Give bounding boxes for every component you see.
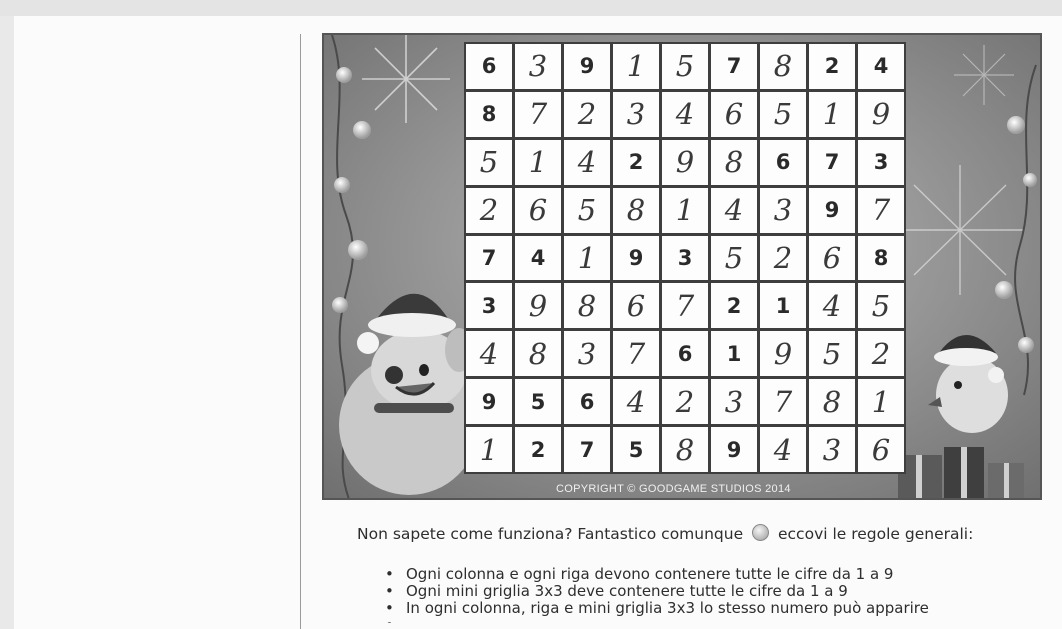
sudoku-cell: 2 bbox=[858, 331, 904, 376]
sudoku-cell: 6 bbox=[809, 236, 855, 281]
sudoku-cell: 6 bbox=[760, 140, 806, 185]
sudoku-cell: 8 bbox=[613, 188, 659, 233]
sudoku-cell: 2 bbox=[613, 140, 659, 185]
sudoku-cell: 9 bbox=[515, 283, 561, 328]
sudoku-cell: 3 bbox=[466, 283, 512, 328]
scan-top-edge bbox=[0, 0, 1062, 16]
sudoku-cell: 2 bbox=[809, 44, 855, 89]
sudoku-cell: 2 bbox=[760, 236, 806, 281]
sudoku-cell: 4 bbox=[858, 44, 904, 89]
sudoku-grid bbox=[466, 44, 904, 472]
sudoku-cell: 6 bbox=[466, 44, 512, 89]
sudoku-cell: 8 bbox=[662, 427, 708, 472]
sudoku-cell: 8 bbox=[809, 379, 855, 424]
sudoku-cell: 4 bbox=[564, 140, 610, 185]
sudoku-cell: 3 bbox=[662, 236, 708, 281]
copyright-notice: COPYRIGHT © GOODGAME STUDIOS 2014 bbox=[556, 483, 791, 495]
sudoku-cell: 4 bbox=[760, 427, 806, 472]
sudoku-cell: 9 bbox=[564, 44, 610, 89]
sudoku-cell: 6 bbox=[564, 379, 610, 424]
intro-text-after: eccovi le regole generali: bbox=[778, 525, 974, 543]
sudoku-cell: 7 bbox=[711, 44, 757, 89]
sudoku-cell: 5 bbox=[858, 283, 904, 328]
intro-text-before: Non sapete come funziona? Fantastico comunque bbox=[357, 525, 744, 543]
scan-left-edge bbox=[0, 16, 14, 629]
sudoku-cell: 3 bbox=[809, 427, 855, 472]
sudoku-cell: 7 bbox=[564, 427, 610, 472]
rule-item: • In ogni colonna, riga e mini griglia 3x3 lo stesso numero può apparire bbox=[385, 600, 929, 617]
sudoku-cell: 2 bbox=[515, 427, 561, 472]
sudoku-cell: 1 bbox=[809, 92, 855, 137]
sudoku-cell: 5 bbox=[515, 379, 561, 424]
sudoku-cell: 2 bbox=[466, 188, 512, 233]
sudoku-cell: 3 bbox=[613, 92, 659, 137]
rule-item: • Ogni mini griglia 3x3 deve contenere tutte le cifre da 1 a 9 bbox=[385, 583, 929, 600]
sudoku-cell: 4 bbox=[466, 331, 512, 376]
sudoku-cell: 1 bbox=[466, 427, 512, 472]
sudoku-cell: 6 bbox=[858, 427, 904, 472]
sudoku-cell: 2 bbox=[711, 283, 757, 328]
sudoku-cell: 9 bbox=[466, 379, 512, 424]
smiley-icon bbox=[752, 524, 769, 541]
sudoku-cell: 2 bbox=[662, 379, 708, 424]
sudoku-cell: 7 bbox=[809, 140, 855, 185]
sudoku-cell: 1 bbox=[760, 283, 806, 328]
sudoku-cell: 9 bbox=[662, 140, 708, 185]
sudoku-cell: 5 bbox=[809, 331, 855, 376]
sudoku-cell: 5 bbox=[564, 188, 610, 233]
sudoku-cell: 5 bbox=[466, 140, 512, 185]
sudoku-cell: 1 bbox=[711, 331, 757, 376]
sudoku-cell: 9 bbox=[760, 331, 806, 376]
sudoku-cell: 1 bbox=[858, 379, 904, 424]
sudoku-cell: 6 bbox=[662, 331, 708, 376]
sudoku-cell: 7 bbox=[515, 92, 561, 137]
sudoku-cell: 8 bbox=[515, 331, 561, 376]
sudoku-cell: 4 bbox=[613, 379, 659, 424]
sudoku-cell: 8 bbox=[564, 283, 610, 328]
sudoku-cell: 8 bbox=[760, 44, 806, 89]
sudoku-cell: 9 bbox=[809, 188, 855, 233]
sudoku-cell: 3 bbox=[711, 379, 757, 424]
sudoku-cell: 4 bbox=[711, 188, 757, 233]
sudoku-cell: 9 bbox=[858, 92, 904, 137]
sudoku-cell: 4 bbox=[662, 92, 708, 137]
sudoku-cell: 8 bbox=[466, 92, 512, 137]
sudoku-cell: 5 bbox=[662, 44, 708, 89]
sudoku-cell: 4 bbox=[515, 236, 561, 281]
sudoku-cell: 5 bbox=[613, 427, 659, 472]
sudoku-cell: 3 bbox=[515, 44, 561, 89]
sudoku-cell: 1 bbox=[662, 188, 708, 233]
sudoku-cell: 3 bbox=[858, 140, 904, 185]
snowflake-icon bbox=[954, 45, 1014, 105]
sudoku-cell: 8 bbox=[711, 140, 757, 185]
sudoku-cell: 3 bbox=[564, 331, 610, 376]
sudoku-cell: 9 bbox=[711, 427, 757, 472]
column-divider bbox=[300, 34, 301, 629]
sudoku-cell: 7 bbox=[466, 236, 512, 281]
rule-item: • Ogni colonna e ogni riga devono contenere tutte le cifre da 1 a 9 bbox=[385, 566, 929, 583]
sudoku-cell: 5 bbox=[711, 236, 757, 281]
sudoku-cell: 2 bbox=[564, 92, 610, 137]
snowflake-icon bbox=[362, 35, 450, 123]
sudoku-cell: 1 bbox=[613, 44, 659, 89]
rule-item-cut-off bbox=[385, 617, 929, 623]
sudoku-cell: 3 bbox=[760, 188, 806, 233]
rules-list bbox=[385, 566, 929, 623]
sudoku-cell: 7 bbox=[858, 188, 904, 233]
sudoku-cell: 7 bbox=[613, 331, 659, 376]
sudoku-cell: 6 bbox=[613, 283, 659, 328]
sudoku-cell: 1 bbox=[564, 236, 610, 281]
intro-text bbox=[357, 524, 973, 543]
sudoku-cell: 7 bbox=[760, 379, 806, 424]
sudoku-cell: 8 bbox=[858, 236, 904, 281]
sudoku-cell: 4 bbox=[809, 283, 855, 328]
sudoku-cell: 6 bbox=[515, 188, 561, 233]
sudoku-cell: 7 bbox=[662, 283, 708, 328]
sudoku-cell: 6 bbox=[711, 92, 757, 137]
sudoku-cell: 9 bbox=[613, 236, 659, 281]
sudoku-cell: 5 bbox=[760, 92, 806, 137]
sudoku-cell: 1 bbox=[515, 140, 561, 185]
